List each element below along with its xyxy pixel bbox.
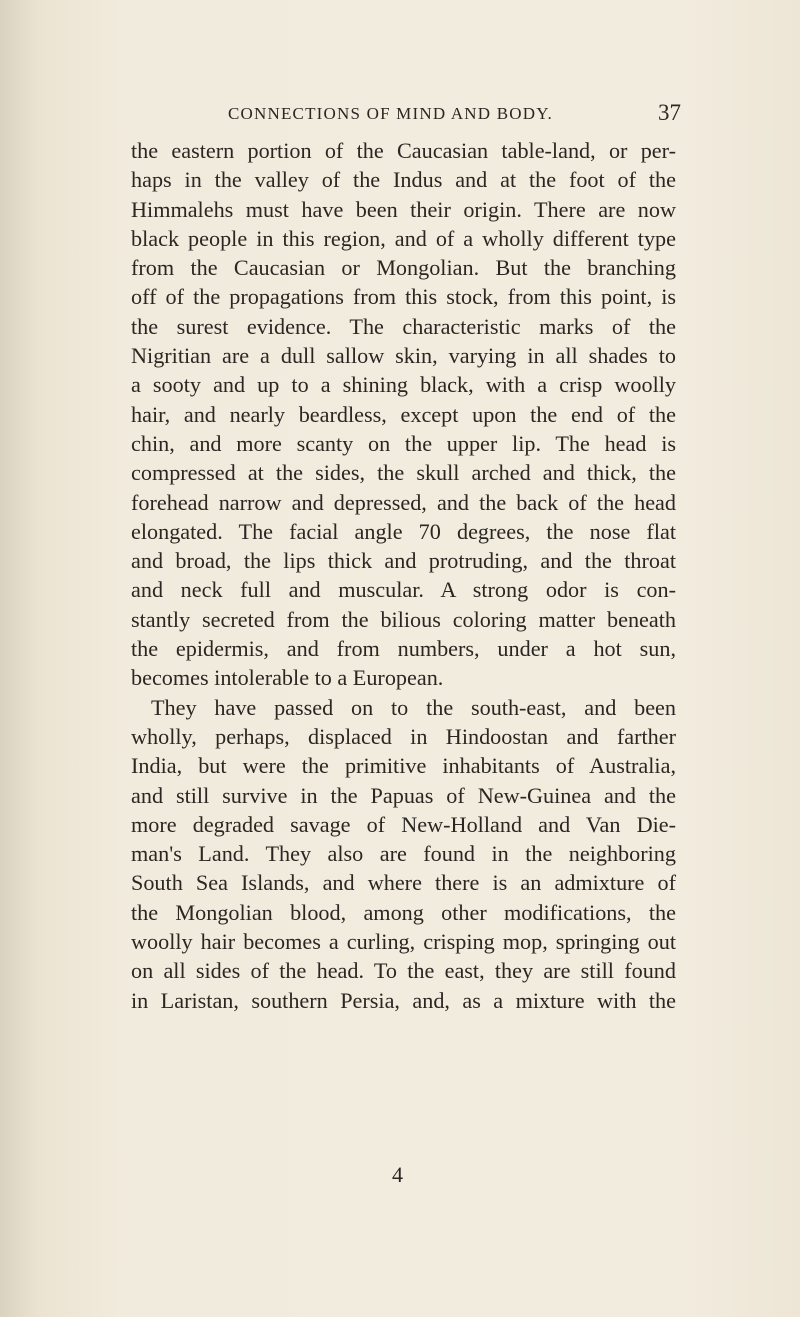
- text-line: elongated. The facial angle 70 degrees, the nose flat: [131, 518, 676, 544]
- text-line: India, but were the primitive inhabitants of Australia,: [131, 753, 676, 779]
- text-line: Himmalehs must have been their origin. There are now: [131, 196, 676, 222]
- text-line: on all sides of the head. To the east, they are still found: [131, 958, 676, 984]
- text-line: chin, and more scanty on the upper lip. The head is: [131, 430, 676, 456]
- running-head: CONNECTIONS OF MIND AND BODY.: [228, 104, 553, 123]
- signature-mark: 4: [392, 1162, 403, 1187]
- text-line: in Laristan, southern Persia, and, as a mixture with the: [131, 987, 676, 1013]
- text-line: the epidermis, and from numbers, under a hot sun,: [131, 636, 676, 662]
- text-line: the surest evidence. The characteristic marks of the: [131, 313, 676, 339]
- text-line: a sooty and up to a shining black, with a crisp woolly: [131, 372, 676, 398]
- text-line: off of the propagations from this stock, from this point, is: [131, 284, 676, 310]
- text-line: black people in this region, and of a wholly different type: [131, 225, 676, 251]
- paragraph-start-line: They have passed on to the south-east, and been: [151, 694, 676, 720]
- text-line: hair, and nearly beardless, except upon the end of the: [131, 401, 676, 427]
- text-line: the eastern portion of the Caucasian table-land, or per-: [131, 138, 676, 163]
- text-line: forehead narrow and depressed, and the back of the head: [131, 489, 676, 515]
- text-line: Nigritian are a dull sallow skin, varying in all shades to: [131, 343, 676, 369]
- text-line: and still survive in the Papuas of New-Guinea and the: [131, 782, 676, 808]
- text-line: haps in the valley of the Indus and at the foot of the: [131, 167, 676, 193]
- text-line: from the Caucasian or Mongolian. But the branching: [131, 255, 676, 281]
- text-line: compressed at the sides, the skull arched and thick, the: [131, 460, 676, 486]
- text-line: the Mongolian blood, among other modifications, the: [131, 899, 676, 925]
- text-line: South Sea Islands, and where there is an admixture of: [131, 870, 676, 896]
- text-line: more degraded savage of New-Holland and Van Die-: [131, 811, 676, 837]
- text-line: and broad, the lips thick and protruding, and the throat: [131, 548, 676, 574]
- page-header: [0, 100, 800, 130]
- text-line: woolly hair becomes a curling, crisping mop, springing out: [131, 929, 676, 955]
- paragraph-end-line: becomes intolerable to a European.: [131, 665, 444, 691]
- text-line: stantly secreted from the bilious coloring matter beneath: [131, 606, 676, 632]
- page-number: 37: [658, 100, 681, 125]
- body-text: [131, 136, 676, 1015]
- text-line: man's Land. They also are found in the neighboring: [131, 841, 676, 867]
- text-line: and neck full and muscular. A strong odor is con-: [131, 577, 676, 603]
- text-line: wholly, perhaps, displaced in Hindoostan and farther: [131, 723, 676, 749]
